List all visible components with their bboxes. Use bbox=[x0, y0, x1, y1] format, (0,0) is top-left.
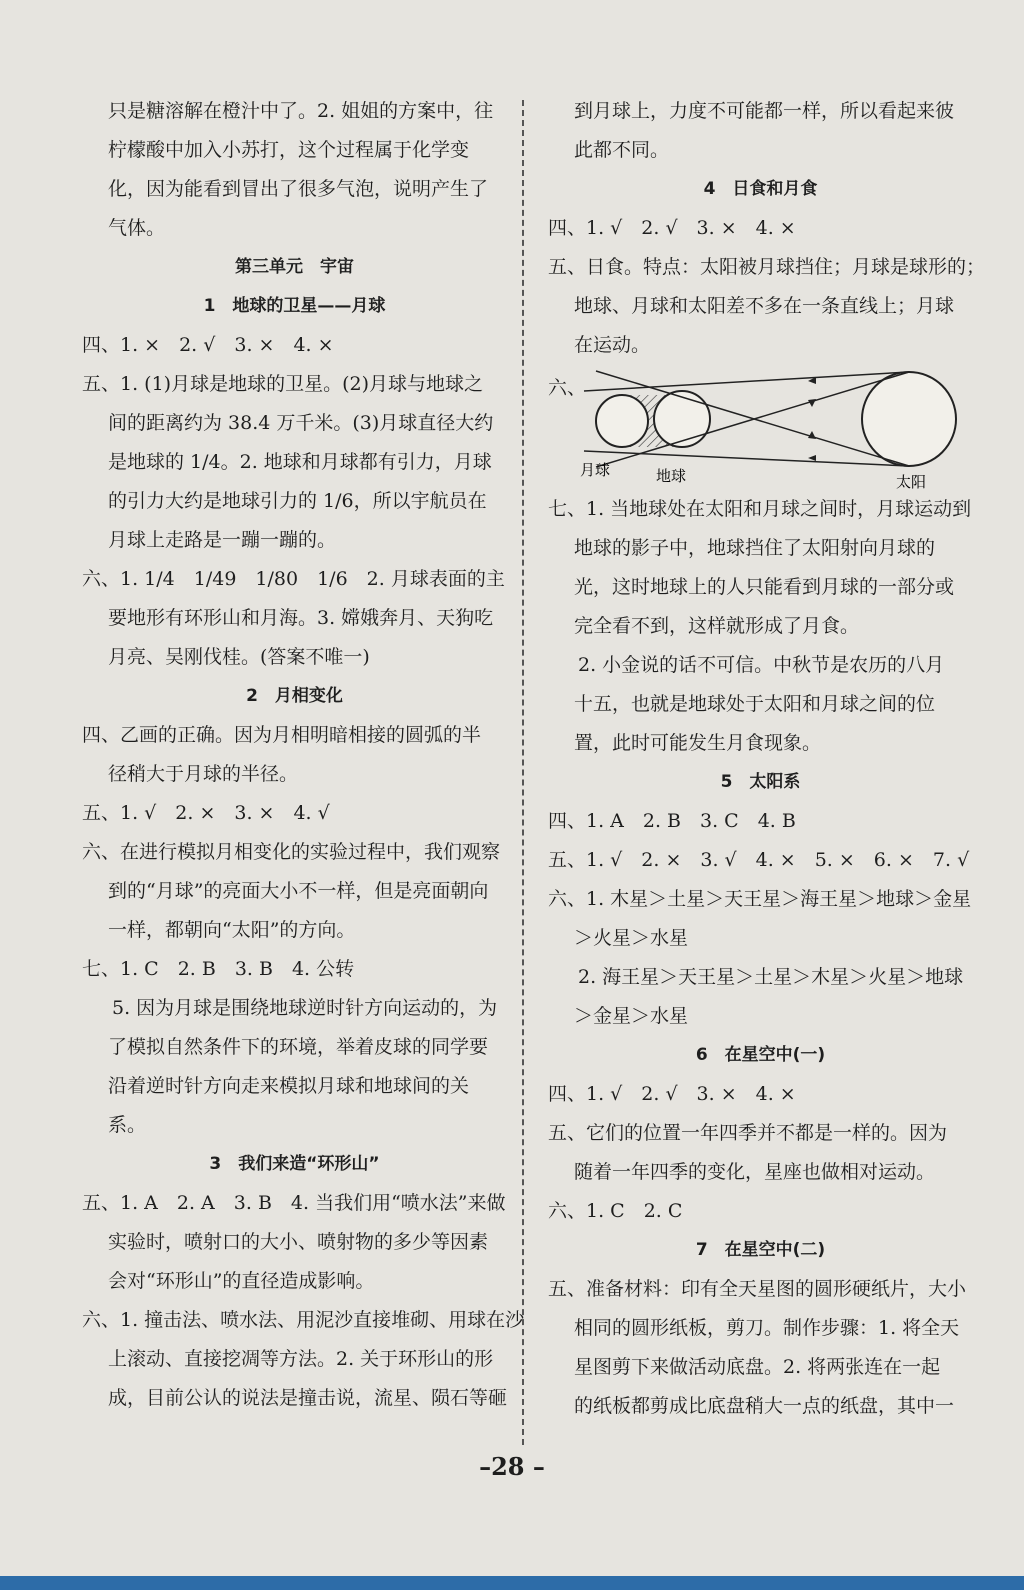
answer-line: 5. 因为月球是围绕地球逆时针方向运动的，为 bbox=[112, 997, 498, 1019]
answer-line: 四、1. √ 2. √ 3. × 4. × bbox=[548, 1083, 796, 1105]
answer-line: ＞火星＞水星 bbox=[574, 927, 689, 949]
answer-line: 2. 小金说的话不可信。中秋节是农历的八月 bbox=[578, 654, 945, 676]
answer-line: 月球上走路是一蹦一蹦的。 bbox=[108, 529, 337, 551]
answer-line: 四、1. A 2. B 3. C 4. B bbox=[548, 810, 796, 832]
answer-line: 系。 bbox=[108, 1114, 147, 1136]
answer-line: 会对“环形山”的直径造成影响。 bbox=[108, 1270, 375, 1292]
left-column bbox=[82, 92, 525, 1418]
answer-line: 六、1. 1/4 1/49 1/80 1/6 2. 月球表面的主 bbox=[82, 568, 505, 590]
bottom-color-bar bbox=[0, 1576, 1024, 1590]
sun-circle bbox=[862, 372, 956, 466]
answer-line: 沿着逆时针方向走来模拟月球和地球间的关 bbox=[108, 1075, 470, 1097]
section-heading: 6 在星空中(一) bbox=[695, 1045, 826, 1065]
answer-line: ＞金星＞水星 bbox=[574, 1005, 689, 1027]
answer-line: 2. 海王星＞天王星＞土星＞木星＞火星＞地球 bbox=[578, 966, 964, 988]
answer-line: 四、乙画的正确。因为月相明暗相接的圆弧的半 bbox=[82, 724, 482, 746]
sun-label: 太阳 bbox=[896, 473, 927, 490]
answer-line: 要地形有环形山和月海。3. 嫦娥奔月、天狗吃 bbox=[108, 607, 494, 629]
answer-line: 七、1. 当地球处在太阳和月球之间时，月球运动到 bbox=[548, 498, 972, 520]
answer-line: 地球、月球和太阳差不多在一条直线上；月球 bbox=[574, 295, 955, 317]
answer-line: 五、1. √ 2. × 3. √ 4. × 5. × 6. × 7. √ bbox=[548, 849, 970, 871]
diagram-question-label: 六、 bbox=[548, 377, 587, 399]
answer-line: 只是糖溶解在橙汁中了。2. 姐姐的方案中，往 bbox=[108, 100, 494, 122]
answer-line: 完全看不到，这样就形成了月食。 bbox=[574, 615, 860, 637]
answer-line: 到的“月球”的亮面大小不一样，但是亮面朝向 bbox=[108, 880, 489, 902]
section-heading: 5 太阳系 bbox=[720, 772, 801, 792]
answer-line: 是地球的 1/4。2. 地球和月球都有引力，月球 bbox=[108, 451, 492, 473]
lunar-eclipse-diagram bbox=[576, 365, 971, 490]
answer-line: 的纸板都剪成比底盘稍大一点的纸盘，其中一 bbox=[574, 1395, 955, 1417]
answer-line: 星图剪下来做活动底盘。2. 将两张连在一起 bbox=[574, 1356, 941, 1378]
answer-line: 六、1. C 2. C bbox=[548, 1200, 683, 1222]
answer-line: 在运动。 bbox=[574, 334, 651, 356]
answer-line: 四、1. √ 2. √ 3. × 4. × bbox=[548, 217, 796, 239]
answer-line: 六、1. 撞击法、喷水法、用泥沙直接堆砌、用球在沙 bbox=[82, 1309, 525, 1331]
eclipse-diagram-row bbox=[548, 365, 973, 490]
ray-arrow bbox=[808, 455, 816, 461]
section-heading: 3 我们来造“环形山” bbox=[209, 1154, 380, 1174]
answer-line: 五、日食。特点：太阳被月球挡住；月球是球形的； bbox=[548, 256, 986, 278]
answer-line: 五、它们的位置一年四季并不都是一样的。因为 bbox=[548, 1122, 948, 1144]
answer-line: 径稍大于月球的半径。 bbox=[108, 763, 299, 785]
section-heading: 第三单元 宇宙 bbox=[235, 257, 354, 277]
right-column-bottom bbox=[548, 490, 973, 1426]
answer-line: 此都不同。 bbox=[574, 139, 670, 161]
right-column-top bbox=[548, 92, 986, 365]
earth-circle bbox=[654, 391, 710, 447]
answer-line: 四、1. × 2. √ 3. × 4. × bbox=[82, 334, 334, 356]
answer-line: 到月球上，力度不可能都一样，所以看起来彼 bbox=[574, 100, 955, 122]
answer-line: 置，此时可能发生月食现象。 bbox=[574, 732, 822, 754]
answer-line: 光，这时地球上的人只能看到月球的一部分或 bbox=[574, 576, 955, 598]
right-column bbox=[548, 92, 986, 1426]
answer-line: 月亮、吴刚伐桂。(答案不唯一) bbox=[108, 646, 370, 668]
sun-ray-bottom bbox=[584, 451, 909, 466]
answer-line: 一样，都朝向“太阳”的方向。 bbox=[108, 919, 356, 941]
answer-line: 间的距离约为 38.4 万千米。(3)月球直径大约 bbox=[108, 412, 494, 434]
answer-line: 随着一年四季的变化，星座也做相对运动。 bbox=[574, 1161, 936, 1183]
answer-line: 五、1. √ 2. × 3. × 4. √ bbox=[82, 802, 330, 824]
earth-label: 地球 bbox=[656, 467, 687, 485]
moon-label: 月球 bbox=[580, 461, 611, 479]
answer-line: 六、在进行模拟月相变化的实验过程中，我们观察 bbox=[82, 841, 501, 863]
answer-line: 的引力大约是地球引力的 1/6，所以宇航员在 bbox=[108, 490, 487, 512]
answer-line: 柠檬酸中加入小苏打，这个过程属于化学变 bbox=[108, 139, 470, 161]
answer-line: 气体。 bbox=[108, 217, 166, 239]
answer-line: 成，目前公认的说法是撞击说，流星、陨石等砸 bbox=[108, 1387, 508, 1409]
section-heading: 7 在星空中(二) bbox=[695, 1240, 826, 1260]
answer-line: 五、1. (1)月球是地球的卫星。(2)月球与地球之 bbox=[82, 373, 483, 395]
answer-line: 实验时，喷射口的大小、喷射物的多少等因素 bbox=[108, 1231, 489, 1253]
answer-line: 上滚动、直接挖凋等方法。2. 关于环形山的形 bbox=[108, 1348, 494, 1370]
answer-line: 七、1. C 2. B 3. B 4. 公转 bbox=[82, 958, 355, 980]
answer-line: 相同的圆形纸板，剪刀。制作步骤：1. 将全天 bbox=[574, 1317, 960, 1339]
moon-circle bbox=[596, 395, 648, 447]
section-heading: 1 地球的卫星——月球 bbox=[203, 296, 386, 316]
answer-line: 了模拟自然条件下的环境，举着皮球的同学要 bbox=[108, 1036, 489, 1058]
section-heading: 4 日食和月食 bbox=[703, 179, 818, 199]
page-number: –28 – bbox=[479, 1452, 545, 1481]
answer-line: 五、1. A 2. A 3. B 4. 当我们用“喷水法”来做 bbox=[82, 1192, 506, 1214]
answer-line: 化，因为能看到冒出了很多气泡，说明产生了 bbox=[108, 178, 489, 200]
answer-line: 六、1. 木星＞土星＞天王星＞海王星＞地球＞金星 bbox=[548, 888, 972, 910]
column-divider bbox=[522, 100, 524, 1445]
answer-line: 十五，也就是地球处于太阳和月球之间的位 bbox=[574, 693, 936, 715]
section-heading: 2 月相变化 bbox=[246, 686, 343, 706]
answer-line: 五、准备材料：印有全天星图的圆形硬纸片，大小 bbox=[548, 1278, 967, 1300]
answer-line: 地球的影子中，地球挡住了太阳射向月球的 bbox=[574, 537, 936, 559]
